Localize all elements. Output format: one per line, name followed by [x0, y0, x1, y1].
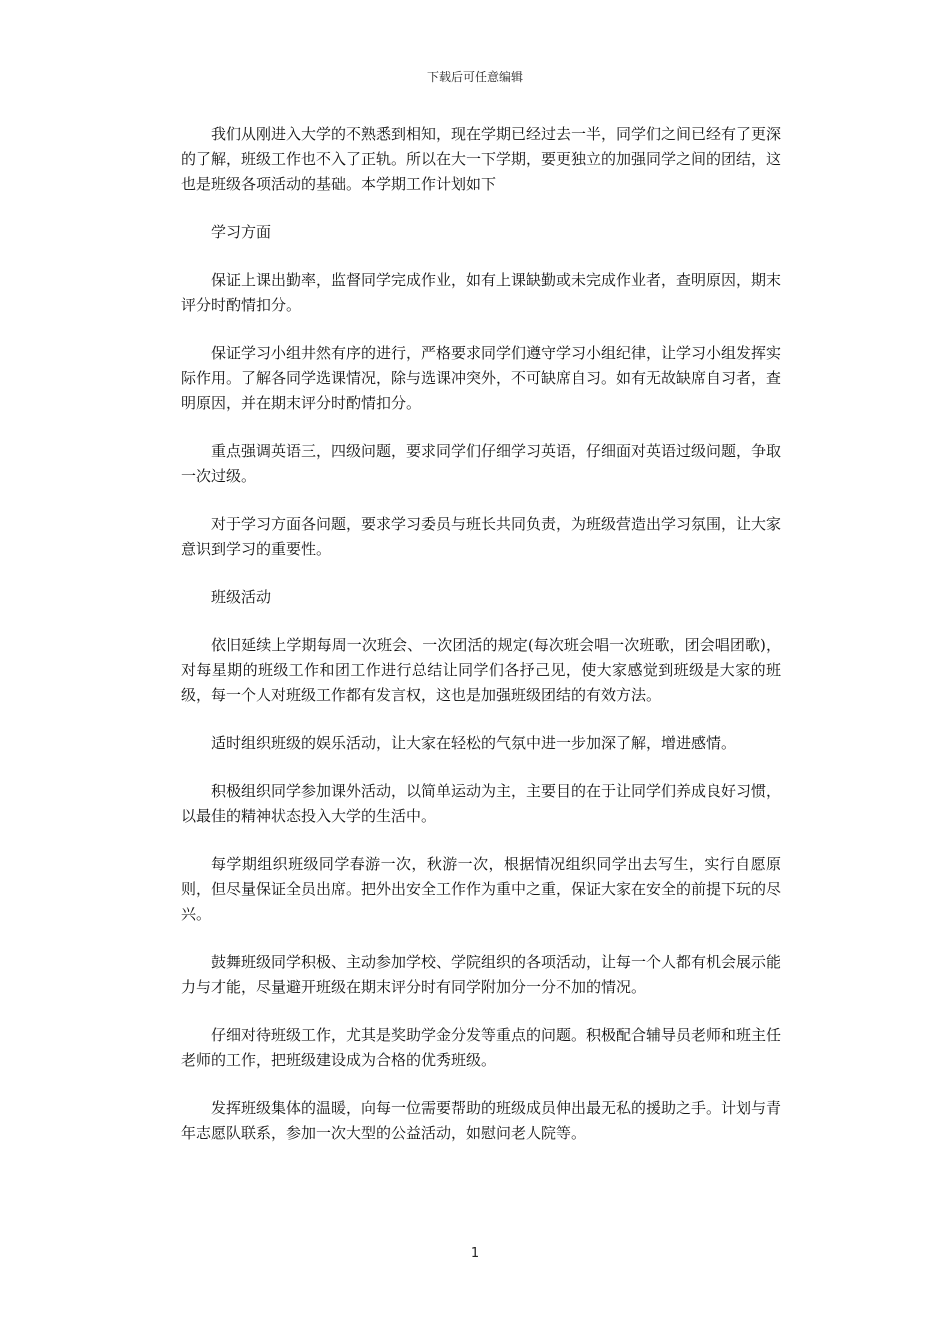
paragraph: 对于学习方面各问题，要求学习委员与班长共同负责，为班级营造出学习氛围，让大家意识到学习的重要性。	[181, 515, 782, 558]
paragraph: 积极组织同学参加课外活动，以简单运动为主，主要目的在于让同学们养成良好习惯，以最佳的精神状态投入大学的生活中。	[181, 782, 782, 825]
paragraph: 仔细对待班级工作，尤其是奖助学金分发等重点的问题。积极配合辅导员老师和班主任老师的工作，把班级建设成为合格的优秀班级。	[181, 1026, 782, 1069]
paragraph: 保证上课出勤率，监督同学完成作业，如有上课缺勤或未完成作业者，查明原因，期末评分时酌情扣分。	[181, 271, 782, 314]
paragraph: 依旧延续上学期每周一次班会、一次团活的规定(每次班会唱一次班歌，团会唱团歌)，对每星期的班级工作和团工作进行总结让同学们各抒己见，使大家感觉到班级是大家的班级，每一个人对班级工作都有发言权，这也是加强班级团结的有效方法。	[181, 636, 781, 704]
section-heading-class-activities: 班级活动	[211, 588, 272, 606]
paragraph: 鼓舞班级同学积极、主动参加学校、学院组织的各项活动，让每一个人都有机会展示能力与才能，尽量避开班级在期末评分时有同学附加分一分不加的情况。	[181, 953, 782, 996]
paragraph: 每学期组织班级同学春游一次，秋游一次，根据情况组织同学出去写生，实行自愿原则，但尽量保证全员出席。把外出安全工作作为重中之重，保证大家在安全的前提下玩的尽兴。	[181, 855, 782, 923]
page-number: 1	[470, 1246, 480, 1261]
paragraph: 保证学习小组井然有序的进行，严格要求同学们遵守学习小组纪律，让学习小组发挥实际作用。了解各同学选课情况，除与选课冲突外，不可缺席自习。如有无故缺席自习者，查明原因，并在期末评分时酌情扣分。	[181, 344, 782, 412]
page-header: 下载后可任意编辑	[426, 70, 523, 84]
paragraph-intro: 我们从刚进入大学的不熟悉到相知，现在学期已经过去一半，同学们之间已经有了更深的了解，班级工作也不入了正轨。所以在大一下学期，要更独立的加强同学之间的团结，这也是班级各项活动的基础。本学期工作计划如下	[181, 125, 782, 193]
section-heading-study: 学习方面	[211, 223, 272, 241]
paragraph: 发挥班级集体的温暖，向每一位需要帮助的班级成员伸出最无私的援助之手。计划与青年志愿队联系，参加一次大型的公益活动，如慰问老人院等。	[181, 1099, 782, 1142]
paragraph: 适时组织班级的娱乐活动，让大家在轻松的气氛中进一步加深了解，增进感情。	[211, 734, 737, 752]
paragraph: 重点强调英语三，四级问题，要求同学们仔细学习英语，仔细面对英语过级问题，争取一次过级。	[181, 442, 782, 485]
document-body	[181, 122, 781, 1169]
